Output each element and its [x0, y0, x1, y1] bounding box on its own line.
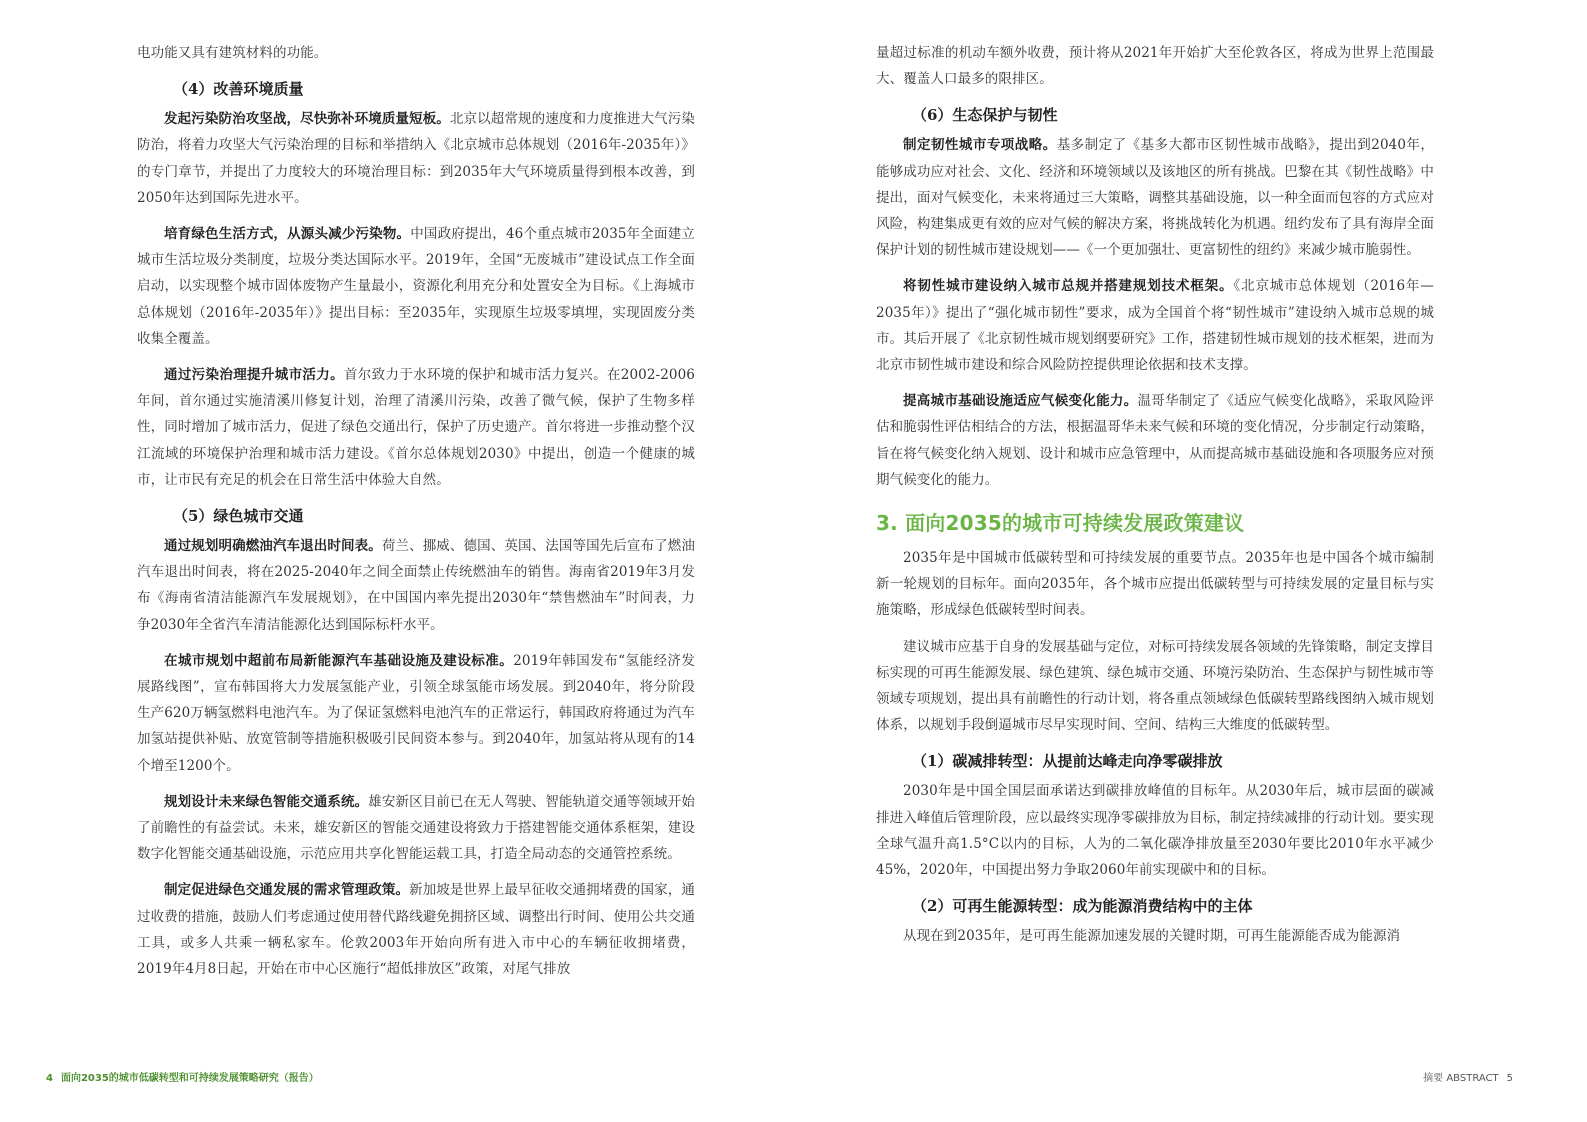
paragraph: [876, 778, 1434, 883]
footer-right: [1423, 1072, 1513, 1086]
paragraph-lead: 通过规划明确燃油汽车退出时间表。: [164, 538, 382, 555]
paragraph: [137, 648, 695, 779]
paragraph-lead: 将韧性城市建设纳入城市总规并搭建规划技术框架。: [903, 278, 1234, 295]
paragraph-body: 首尔致力于水环境的保护和城市活力复兴。在2002-2006年间，首尔通过实施清溪川修复计划，治理了清溪川污染，改善了微气候，保护了生物多样性，同时增加了城市活力，促进了绿色交通出行，保护了历史遗产。首尔将进一步推动整个汉江流域的环境保护治理和城市活力建设。《首尔总体规划2030》中提出，创造一个健康的城市，让市民有充足的机会在日常生活中体验大自然。: [137, 367, 695, 488]
left-page-number: 4: [46, 1073, 53, 1084]
section-heading: （2）可再生能源转型：成为能源消费结构中的主体: [912, 897, 1253, 916]
footer-left: [46, 1072, 327, 1086]
section-heading: （5）绿色城市交通: [173, 507, 304, 526]
continued-paragraph: 电功能又具有建筑材料的功能。: [137, 45, 328, 61]
paragraph: [876, 132, 1434, 263]
paragraph-lead: 在城市规划中超前布局新能源汽车基础设施及建设标准。: [164, 652, 514, 669]
paragraph-lead: 发起污染防治攻坚战，尽快弥补环境质量短板。: [164, 111, 450, 128]
paragraph-body: 中国政府提出，46个重点城市2035年全面建立城市生活垃圾分类制度，垃圾分类达国际水平。2019年，全国“无废城市”建设试点工作全面启动，以实现整个城市固体废物产生量最小，资源化利用充分和处置安全为目标。《上海城市总体规划（2016年-2035年）》提出目标：至2035年，实现原生垃圾零填埋，实现固废分类收集全覆盖。: [137, 226, 695, 347]
paragraph-lead: 提高城市基础设施适应气候变化能力。: [903, 393, 1138, 410]
paragraph-lead: 制定韧性城市专项战略。: [903, 137, 1057, 154]
paragraph-body: 雄安新区目前已在无人驾驶、智能轨道交通等领域开始了前瞻性的有益尝试。未来，雄安新区的智能交通建设将致力于搭建智能交通体系框架，建设数字化智能交通基础设施，示范应用共享化智能运载工具，打造全局动态的交通管控系统。: [137, 793, 695, 863]
paragraph-body: 2030年是中国全国层面承诺达到碳排放峰值的目标年。从2030年后，城市层面的碳减排进入峰值后管理阶段，应以最终实现净零碳排放为目标，制定持续减排的行动计划。要实现全球气温升高1.5°C以内的目标，人为的二氧化碳净排放量至2030年要比2010年水平减少45%，2020年，中国提出努力争取2060年前实现碳中和的目标。: [876, 783, 1434, 879]
paragraph-lead: 制定促进绿色交通发展的需求管理政策。: [164, 882, 410, 899]
paragraph-body: 新加坡是世界上最早征收交通拥堵费的国家，通过收费的措施，鼓励人们考虑通过使用替代路线避免拥挤区域、调整出行时间、使用公共交通工具，或多人共乘一辆私家车。伦敦2003年开始向所有进入市中心的车辆征收拥堵费，2019年4月8日起，开始在市中心区施行“超低排放区”政策，对尾气排放: [137, 882, 695, 978]
paragraph-body: 基多制定了《基多大都市区韧性城市战略》，提出到2040年，能够成功应对社会、文化、经济和环境领域以及该地区的所有挑战。巴黎在其《韧性战略》中提出，面对气候变化，未来将通过三大策略，调整其基础设施，以一种全面而包容的方式应对风险，构建集成更有效的应对气候的解决方案，将挑战转化为机遇。纽约发布了具有海岸全面保护计划的韧性城市建设规划——《一个更加强壮、更富韧性的纽约》来减少城市脆弱性。: [876, 137, 1434, 259]
paragraph: [876, 273, 1434, 378]
paragraph: [137, 362, 695, 493]
paragraph: [876, 634, 1434, 739]
paragraph: [876, 388, 1434, 493]
paragraph: [137, 106, 695, 211]
paragraph-body: 2019年韩国发布“氢能经济发展路线图”，宣布韩国将大力发展氢能产业，引领全球氢能市场发展。到2040年，将分阶段生产620万辆氢燃料电池汽车。为了保证氢燃料电池汽车的正常运行，韩国政府将通过为汽车加氢站提供补贴、放宽管制等措施积极吸引民间资本参与。到2040年，加氢站将从现有的14个增至1200个。: [137, 652, 696, 774]
paragraph: [137, 533, 695, 638]
right-page-number: 5: [1506, 1073, 1513, 1084]
paragraph-body: 建议城市应基于自身的发展基础与定位，对标可持续发展各领域的先锋策略，制定支撑目标实现的可再生能源发展、绿色建筑、绿色城市交通、环境污染防治、生态保护与韧性城市等领域专项规划，提出具有前瞻性的行动计划，将各重点领域绿色低碳转型路线图纳入城市规划体系，以规划手段倒逼城市尽早实现时间、空间、结构三大维度的低碳转型。: [876, 638, 1434, 734]
abstract-label: 摘要 ABSTRACT: [1423, 1073, 1499, 1084]
left-column: [137, 40, 695, 992]
report-title: 面向2035的城市低碳转型和可持续发展策略研究（报告）: [60, 1073, 319, 1084]
section-heading: （4）改善环境质量: [173, 80, 304, 99]
paragraph-body: 荷兰、挪威、德国、英国、法国等国先后宣布了燃油汽车退出时间表，将在2025-2040年之间全面禁止传统燃油车的销售。海南省2019年3月发布《海南省清洁能源汽车发展规划》，在中国国内率先提出2030年“禁售燃油车”时间表，力争2030年全省汽车清洁能源化达到国际标杆水平。: [137, 538, 695, 633]
continued-paragraph: 量超过标准的机动车额外收费，预计将从2021年开始扩大至伦敦各区，将成为世界上范围最大、覆盖人口最多的限排区。: [876, 45, 1434, 88]
paragraph-lead: 培育绿色生活方式，从源头减少污染物。: [164, 226, 411, 243]
section-heading: （6）生态保护与韧性: [912, 106, 1058, 125]
paragraph-body: 北京以超常规的速度和力度推进大气污染防治，将着力攻坚大气污染治理的目标和举措纳入《北京城市总体规划（2016年-2035年）》的专门章节，并提出了力度较大的环境治理目标：到2035年大气环境质量得到根本改善，到2050年达到国际先进水平。: [137, 111, 695, 206]
paragraph-lead: 通过污染治理提升城市活力。: [164, 367, 344, 384]
paragraph: [137, 877, 695, 982]
paragraph-lead: 规划设计未来绿色智能交通系统。: [164, 793, 369, 810]
paragraph: [137, 789, 695, 868]
paragraph: [876, 545, 1434, 624]
paragraph: [137, 221, 695, 352]
paragraph-body: 《北京城市总体规划（2016年—2035年）》提出了“强化城市韧性”要求，成为全国首个将“韧性城市”建设纳入城市总规的城市。其后开展了《北京韧性城市规划纲要研究》工作，搭建韧性城市规划的技术框架，进而为北京市韧性城市建设和综合风险防控提供理论依据和技术支撑。: [876, 278, 1434, 374]
paragraph-body: 从现在到2035年，是可再生能源加速发展的关键时期，可再生能源能否成为能源消: [903, 928, 1401, 945]
right-column: [876, 40, 1434, 959]
paragraph-body: 2035年是中国城市低碳转型和可持续发展的重要节点。2035年也是中国各个城市编制新一轮规划的目标年。面向2035年，各个城市应提出低碳转型与可持续发展的定量目标与实施策略，形成绿色低碳转型时间表。: [876, 550, 1434, 619]
section-heading: （1）碳减排转型：从提前达峰走向净零碳排放: [912, 752, 1223, 771]
chapter-heading: 3. 面向2035的城市可持续发展政策建议: [876, 511, 1245, 536]
paragraph-body: 温哥华制定了《适应气候变化战略》，采取风险评估和脆弱性评估相结合的方法，根据温哥华未来气候和环境的变化情况，分步制定行动策略，旨在将气候变化纳入规划、设计和城市应急管理中，从而提高城市基础设施和各项服务应对预期气候变化的能力。: [876, 393, 1435, 488]
paragraph: [876, 923, 1434, 949]
